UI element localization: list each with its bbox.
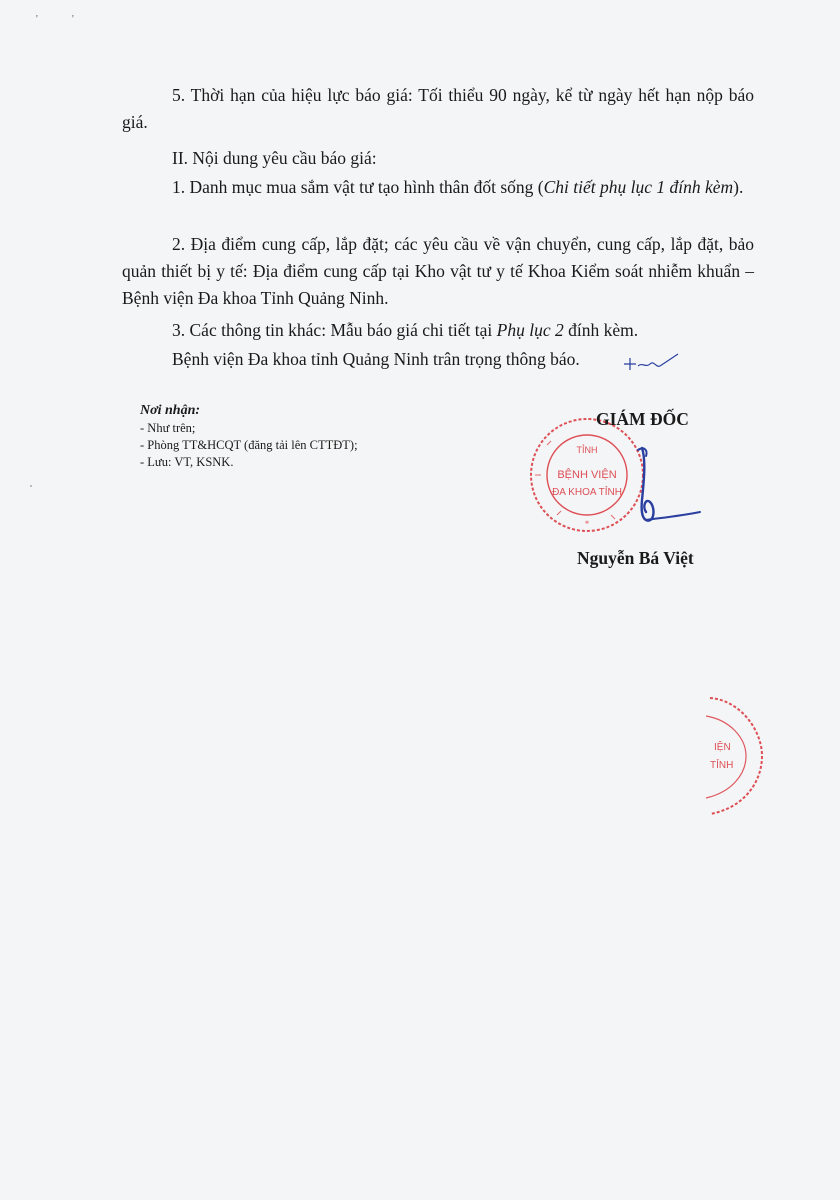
item-1-paragraph [122, 174, 754, 201]
section-2-heading: II. Nội dung yêu cầu báo giá: [172, 148, 377, 168]
item-3-text: 3. Các thông tin khác: Mẫu báo giá chi tiết tại [172, 320, 497, 340]
recipients-heading: Nơi nhận: [140, 403, 201, 418]
partial-seal-stamp [700, 690, 770, 820]
stamp-line-2: ĐA KHOA TỈNH [552, 487, 622, 498]
item-1-appendix-ref: Chi tiết phụ lục 1 đính kèm [543, 177, 734, 197]
item-3-paragraph [122, 317, 754, 344]
handwritten-signature [620, 440, 710, 540]
scan-mark-right: ' [72, 14, 74, 25]
item-2-paragraph: 2. Địa điểm cung cấp, lắp đặt; các yêu cầu về vận chuyển, cung cấp, lắp đặt, bảo quản thiết bị y tế: Địa điểm cung cấp tại Kho vật tư y tế Khoa Kiểm soát nhiễm khuẩn – Bệnh viện Đa khoa Tỉnh Quảng Ninh. [122, 234, 754, 308]
item-1-end: ). [733, 177, 744, 197]
scan-mark-left: ' [36, 14, 38, 25]
recipient-item: - Lưu: VT, KSNK. [140, 455, 234, 469]
recipient-item: - Phòng TT&HCQT (đăng tải lên CTTĐT); [140, 438, 358, 452]
signatory-title: GIÁM ĐỐC [596, 409, 689, 429]
item-1-text: 1. Danh mục mua sắm vật tư tạo hình thân đốt sống ( [172, 177, 544, 197]
svg-text:*: * [584, 519, 590, 529]
closing-line: Bệnh viện Đa khoa tỉnh Quảng Ninh trân trọng thông báo. [172, 349, 580, 369]
item-3-end: đính kèm. [563, 320, 639, 340]
stamp-top-text: TỈNH [576, 445, 598, 455]
initials-flourish [622, 352, 682, 374]
recipient-item: - Như trên; [140, 421, 196, 435]
partial-stamp-line-2: TỈNH [710, 760, 734, 771]
item-3-appendix-ref: Phụ lục 2 [496, 320, 564, 340]
scan-speck [30, 485, 32, 487]
partial-stamp-line-1: IỆN [714, 742, 731, 753]
recipients-block [140, 402, 460, 471]
item-5-validity-paragraph: 5. Thời hạn của hiệu lực báo giá: Tối thiểu 90 ngày, kể từ ngày hết hạn nộp báo giá. [122, 85, 754, 132]
stamp-line-1: BỆNH VIỆN [557, 469, 617, 481]
signatory-name: Nguyễn Bá Việt [577, 548, 694, 568]
